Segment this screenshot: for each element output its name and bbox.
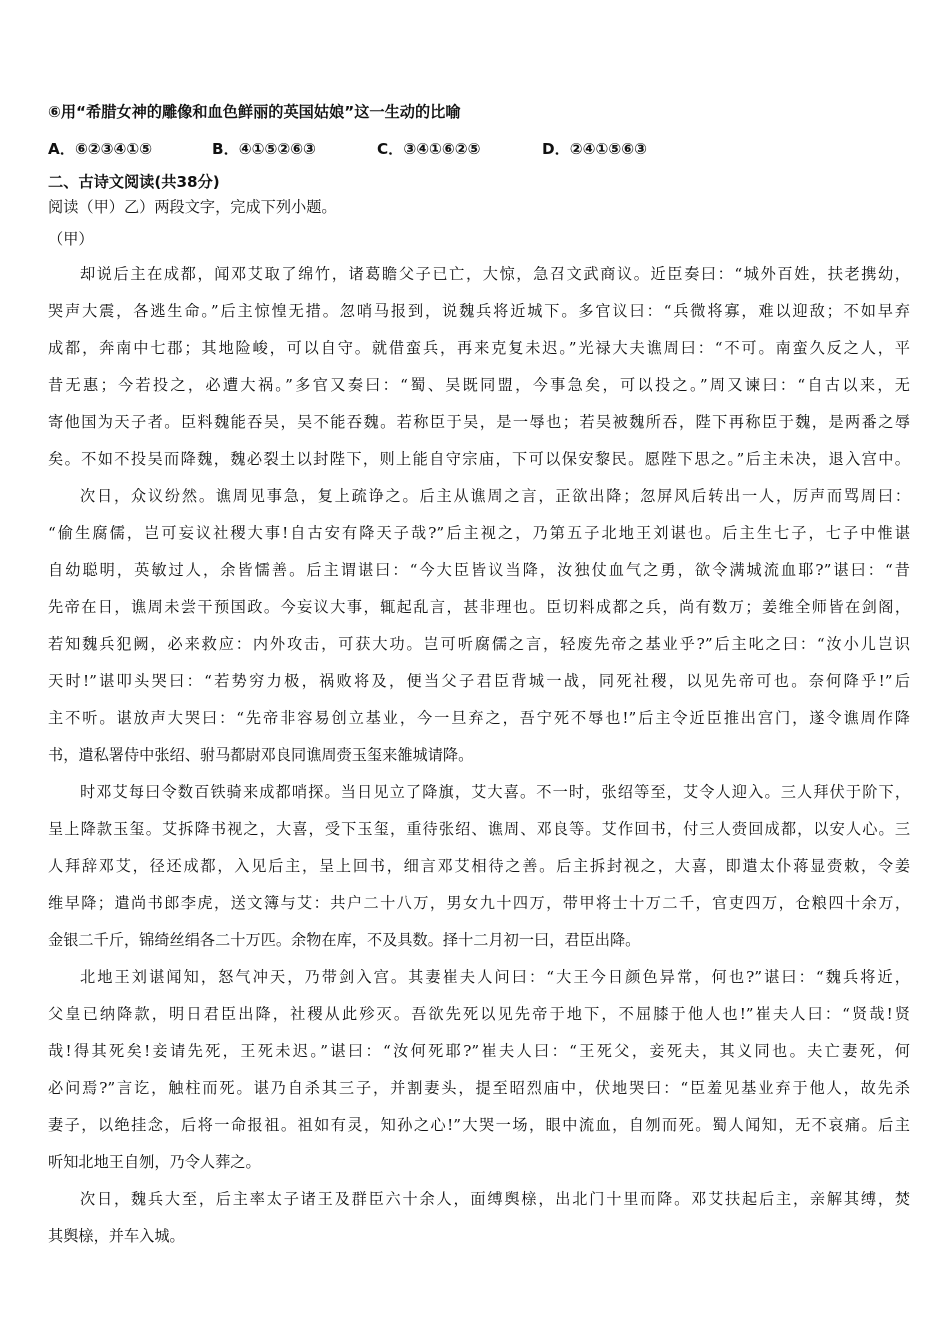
option-d-label: D． — [542, 140, 570, 158]
option-b-value: ④①⑤②⑥③ — [238, 140, 316, 158]
option-a[interactable] — [48, 139, 152, 159]
instruction: 阅读（甲）乙）两段文字，完成下列小题。 — [48, 198, 337, 216]
passage-line: 呈上降款玉玺。艾拆降书视之，大喜，受下玉玺，重待张绍、谯周、邓良等。艾作回书，付三人赍回成都，以安人心。三 — [48, 820, 910, 838]
option-c-label: C． — [377, 140, 404, 158]
passage-line: 金银二千斤，锦绮丝绢各二十万匹。余物在库，不及具数。择十二月初一曰，君臣出降。 — [48, 931, 641, 949]
passage-line: 父皇已纳降款，明日君臣出降，社稷从此殄灭。吾欲先死以见先帝于地下，不屈膝于他人也!”崔夫人曰：“贤哉!贤 — [48, 1005, 910, 1023]
passage-line: 寄他国为天子者。臣料魏能吞吴，吴不能吞魏。若称臣于吴，是一辱也；若吴被魏所吞，陛下再称臣于魏，是两番之辱 — [48, 413, 910, 431]
passage-line: 成都，奔南中七郡；其地险峻，可以自守。就借蛮兵，再来克复未迟。”光禄大夫谯周曰：“不可。南蛮久反之人，平 — [48, 339, 910, 357]
question-item-6: ⑥用“希腊女神的雕像和血色鲜丽的英国姑娘”这一生动的比喻 — [48, 103, 461, 121]
option-c-value: ③④①⑥②⑤ — [403, 140, 481, 158]
option-b[interactable] — [212, 139, 316, 159]
passage-line: 其舆榇，并车入城。 — [48, 1227, 185, 1245]
option-a-label: A． — [48, 140, 75, 158]
passage-line: 天时!”谌叩头哭曰：“若势穷力极，祸败将及，便当父子君臣背城一战，同死社稷，以见先帝可也。奈何降乎!”后 — [48, 672, 910, 690]
passage-line: 人拜辞邓艾，径还成都，入见后主，呈上回书，细言邓艾相待之善。后主拆封视之，大喜，即遣太仆蒋显赍敕，令姜 — [48, 857, 910, 875]
passage-line: 若知魏兵犯阙，必来救应：内外攻击，可获大功。岂可听腐儒之言，轻废先帝之基业乎?”后主叱之曰：“汝小儿岂识 — [48, 635, 910, 653]
passage-line: 时邓艾每曰令数百铁骑来成都哨探。当日见立了降旗，艾大喜。不一时，张绍等至，艾令人迎入。三人拜伏于阶下， — [80, 783, 910, 801]
passage-line: 矣。不如不投吴而降魏，魏必裂土以封陛下，则上能自守宗庙，下可以保安黎民。愿陛下思之。”后主未决，退入宫中。 — [48, 450, 910, 468]
passage-line: 先帝在日，谯周未尝干预国政。今妄议大事，辄起乱言，甚非理也。臣切料成都之兵，尚有数万；姜维全师皆在剑阁， — [48, 598, 910, 616]
passage-line: 维早降；遣尚书郎李虎，送文簿与艾：共户二十八万，男女九十四万，带甲将士十万二千，官吏四万，仓粮四十余万， — [48, 894, 910, 912]
passage-line: 次日，魏兵大至，后主率太子诸王及群臣六十余人，面缚舆榇，出北门十里而降。邓艾扶起后主，亲解其缚，焚 — [80, 1190, 910, 1208]
option-d[interactable] — [542, 139, 647, 159]
option-c[interactable] — [377, 139, 481, 159]
passage-line: 主不听。谌放声大哭曰：“先帝非容易创立基业，今一旦弃之，吾宁死不辱也!”后主令近臣推出宫门，遂令谯周作降 — [48, 709, 910, 727]
passage-label: （甲） — [48, 230, 94, 248]
passage-line: 哭声大震，各逃生命。”后主惊惶无措。忽哨马报到，说魏兵将近城下。多官议曰：“兵微将寡，难以迎敌；不如早弃 — [48, 302, 910, 320]
passage-line: 自幼聪明，英敏过人，余皆懦善。后主谓谌曰：“今大臣皆议当降，汝独仗血气之勇，欲令满城流血耶?”谌曰：“昔 — [48, 561, 910, 579]
passage-line: 北地王刘谌闻知，怒气冲天，乃带剑入宫。其妻崔夫人问曰：“大王今日颜色异常，何也?”谌曰：“魏兵将近， — [80, 968, 910, 986]
option-d-value: ②④①⑤⑥③ — [569, 140, 647, 158]
option-a-value: ⑥②③④①⑤ — [74, 140, 153, 158]
passage-line: 却说后主在成都，闻邓艾取了绵竹，诸葛瞻父子已亡，大惊，急召文武商议。近臣奏曰：“城外百姓，扶老携幼， — [80, 265, 910, 283]
passage-line: 哉!得其死矣!妾请先死，王死未迟。”谌曰：“汝何死耶?”崔夫人曰：“王死父，妾死夫，其义同也。夫亡妻死，何 — [48, 1042, 910, 1060]
section-title: 二、古诗文阅读(共38分) — [48, 173, 220, 191]
passage-line: 昔无惠；今若投之，必遭大祸。”多官又奏曰：“蜀、吴既同盟，今事急矣，可以投之。”周又谏曰：“自古以来，无 — [48, 376, 910, 394]
option-b-label: B． — [212, 140, 239, 158]
passage-line: 次日，众议纷然。谯周见事急，复上疏诤之。后主从谯周之言，正欲出降；忽屏风后转出一人，厉声而骂周曰： — [80, 487, 910, 505]
passage-line: “偷生腐儒，岂可妄议社稷大事!自古安有降天子哉?”后主视之，乃第五子北地王刘谌也。后主生七子，七子中惟谌 — [48, 524, 910, 542]
passage-line: 必问焉?”言讫，触柱而死。谌乃自杀其三子，并割妻头，提至昭烈庙中，伏地哭曰：“臣羞见基业弃于他人，故先杀 — [48, 1079, 910, 1097]
passage-line: 书，遣私署侍中张绍、驸马都尉邓良同谯周赍玉玺来雒城请降。 — [48, 746, 474, 764]
passage-line: 妻子，以绝挂念，后将一命报祖。祖如有灵，知孙之心!”大哭一场，眼中流血，自刎而死。蜀人闻知，无不哀痛。后主 — [48, 1116, 910, 1134]
passage-line: 听知北地王自刎，乃令人葬之。 — [48, 1153, 261, 1171]
